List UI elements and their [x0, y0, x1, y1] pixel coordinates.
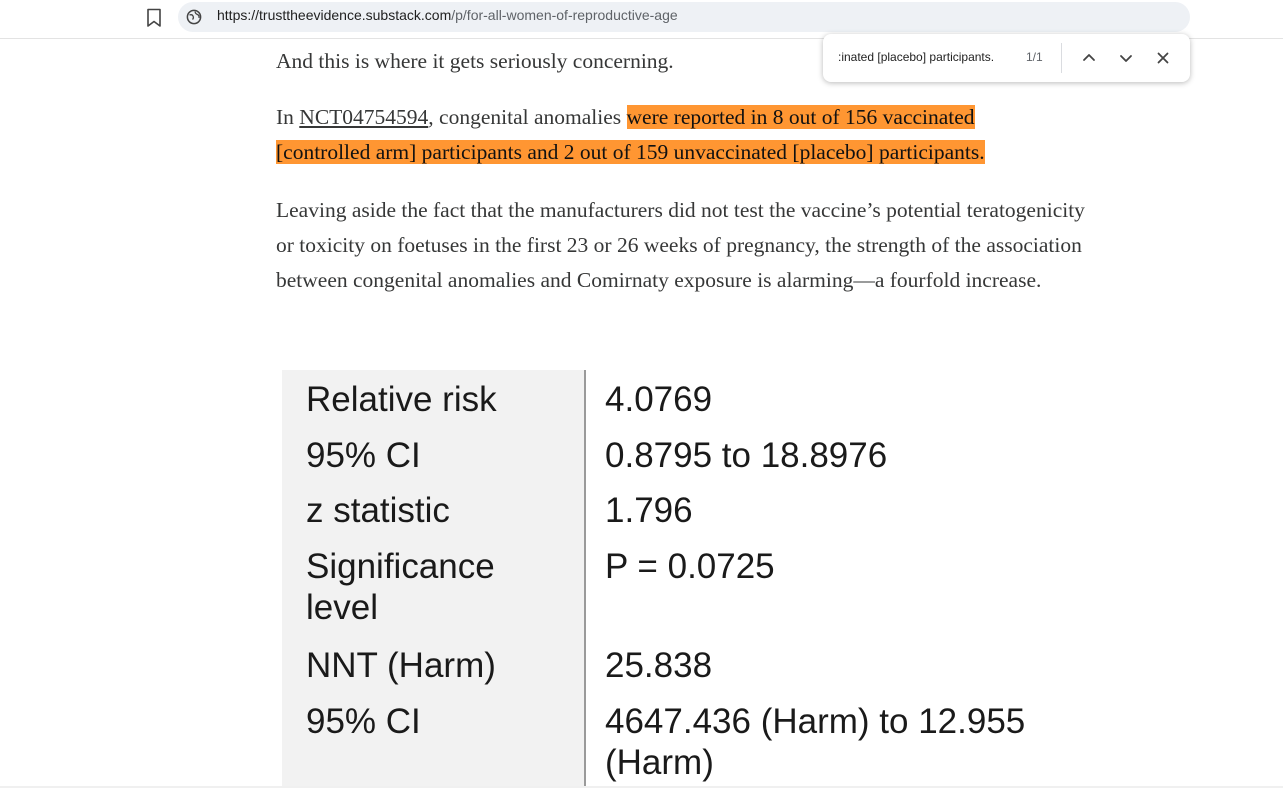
find-match-count: 1/1 — [1026, 50, 1043, 64]
stat-value-relative-risk: 4.0769 — [605, 380, 713, 419]
url-host: https://trusttheevidence.substack.com — [217, 7, 452, 23]
statistics-table-image — [282, 370, 1090, 788]
chevron-down-icon[interactable] — [1114, 46, 1138, 70]
stat-label-nnt-ci: 95% CI — [306, 702, 421, 741]
bookmark-icon[interactable] — [146, 8, 162, 28]
stat-value-nnt: 25.838 — [605, 646, 713, 685]
paragraph-analysis: Leaving aside the fact that the manufacturers did not test the vaccine’s potential teratogenicity or toxicity on foetuses in the first 23 or 26 weeks of pregnancy, the strength of the association between congenital anomalies and Comirnaty exposure is alarming—a fourfold increase. — [276, 198, 1085, 292]
url-path: /p/for-all-women-of-reproductive-age — [451, 7, 678, 23]
stat-value-z: 1.796 — [605, 491, 693, 530]
chevron-up-icon[interactable] — [1077, 46, 1101, 70]
close-icon[interactable] — [1151, 46, 1175, 70]
site-info-icon[interactable] — [186, 9, 202, 25]
stat-label-ci: 95% CI — [306, 436, 421, 475]
stat-label-z: z statistic — [306, 491, 450, 530]
url-text[interactable] — [217, 7, 678, 23]
stat-label-nnt: NNT (Harm) — [306, 646, 496, 685]
stat-value-significance: P = 0.0725 — [605, 547, 775, 586]
find-divider — [1061, 43, 1062, 73]
stat-value-ci: 0.8795 to 18.8976 — [605, 436, 888, 475]
stat-value-nnt-ci: 4647.436 (Harm) to 12.955 (Harm) — [605, 702, 1026, 782]
find-in-page-bar — [823, 34, 1190, 82]
address-bar[interactable] — [178, 2, 1190, 32]
find-highlight-line2: [controlled arm] participants and 2 out of 159 unvaccinated [placebo] participants. — [276, 140, 985, 164]
stat-label-significance: Significance level — [306, 547, 495, 627]
paragraph-prefix: In — [276, 105, 300, 129]
paragraph-intro: And this is where it gets seriously concerning. — [276, 49, 674, 73]
paragraph-mid: , congenital anomalies — [428, 105, 627, 129]
paragraph-trial — [276, 100, 1096, 170]
column-divider — [584, 370, 586, 788]
stat-label-relative-risk: Relative risk — [306, 380, 497, 419]
find-highlight-line1: were reported in 8 out of 156 vaccinated — [626, 105, 975, 129]
find-query-input[interactable]: :inated [placebo] participants. — [838, 50, 995, 64]
trial-id-link[interactable]: NCT04754594 — [299, 105, 429, 129]
